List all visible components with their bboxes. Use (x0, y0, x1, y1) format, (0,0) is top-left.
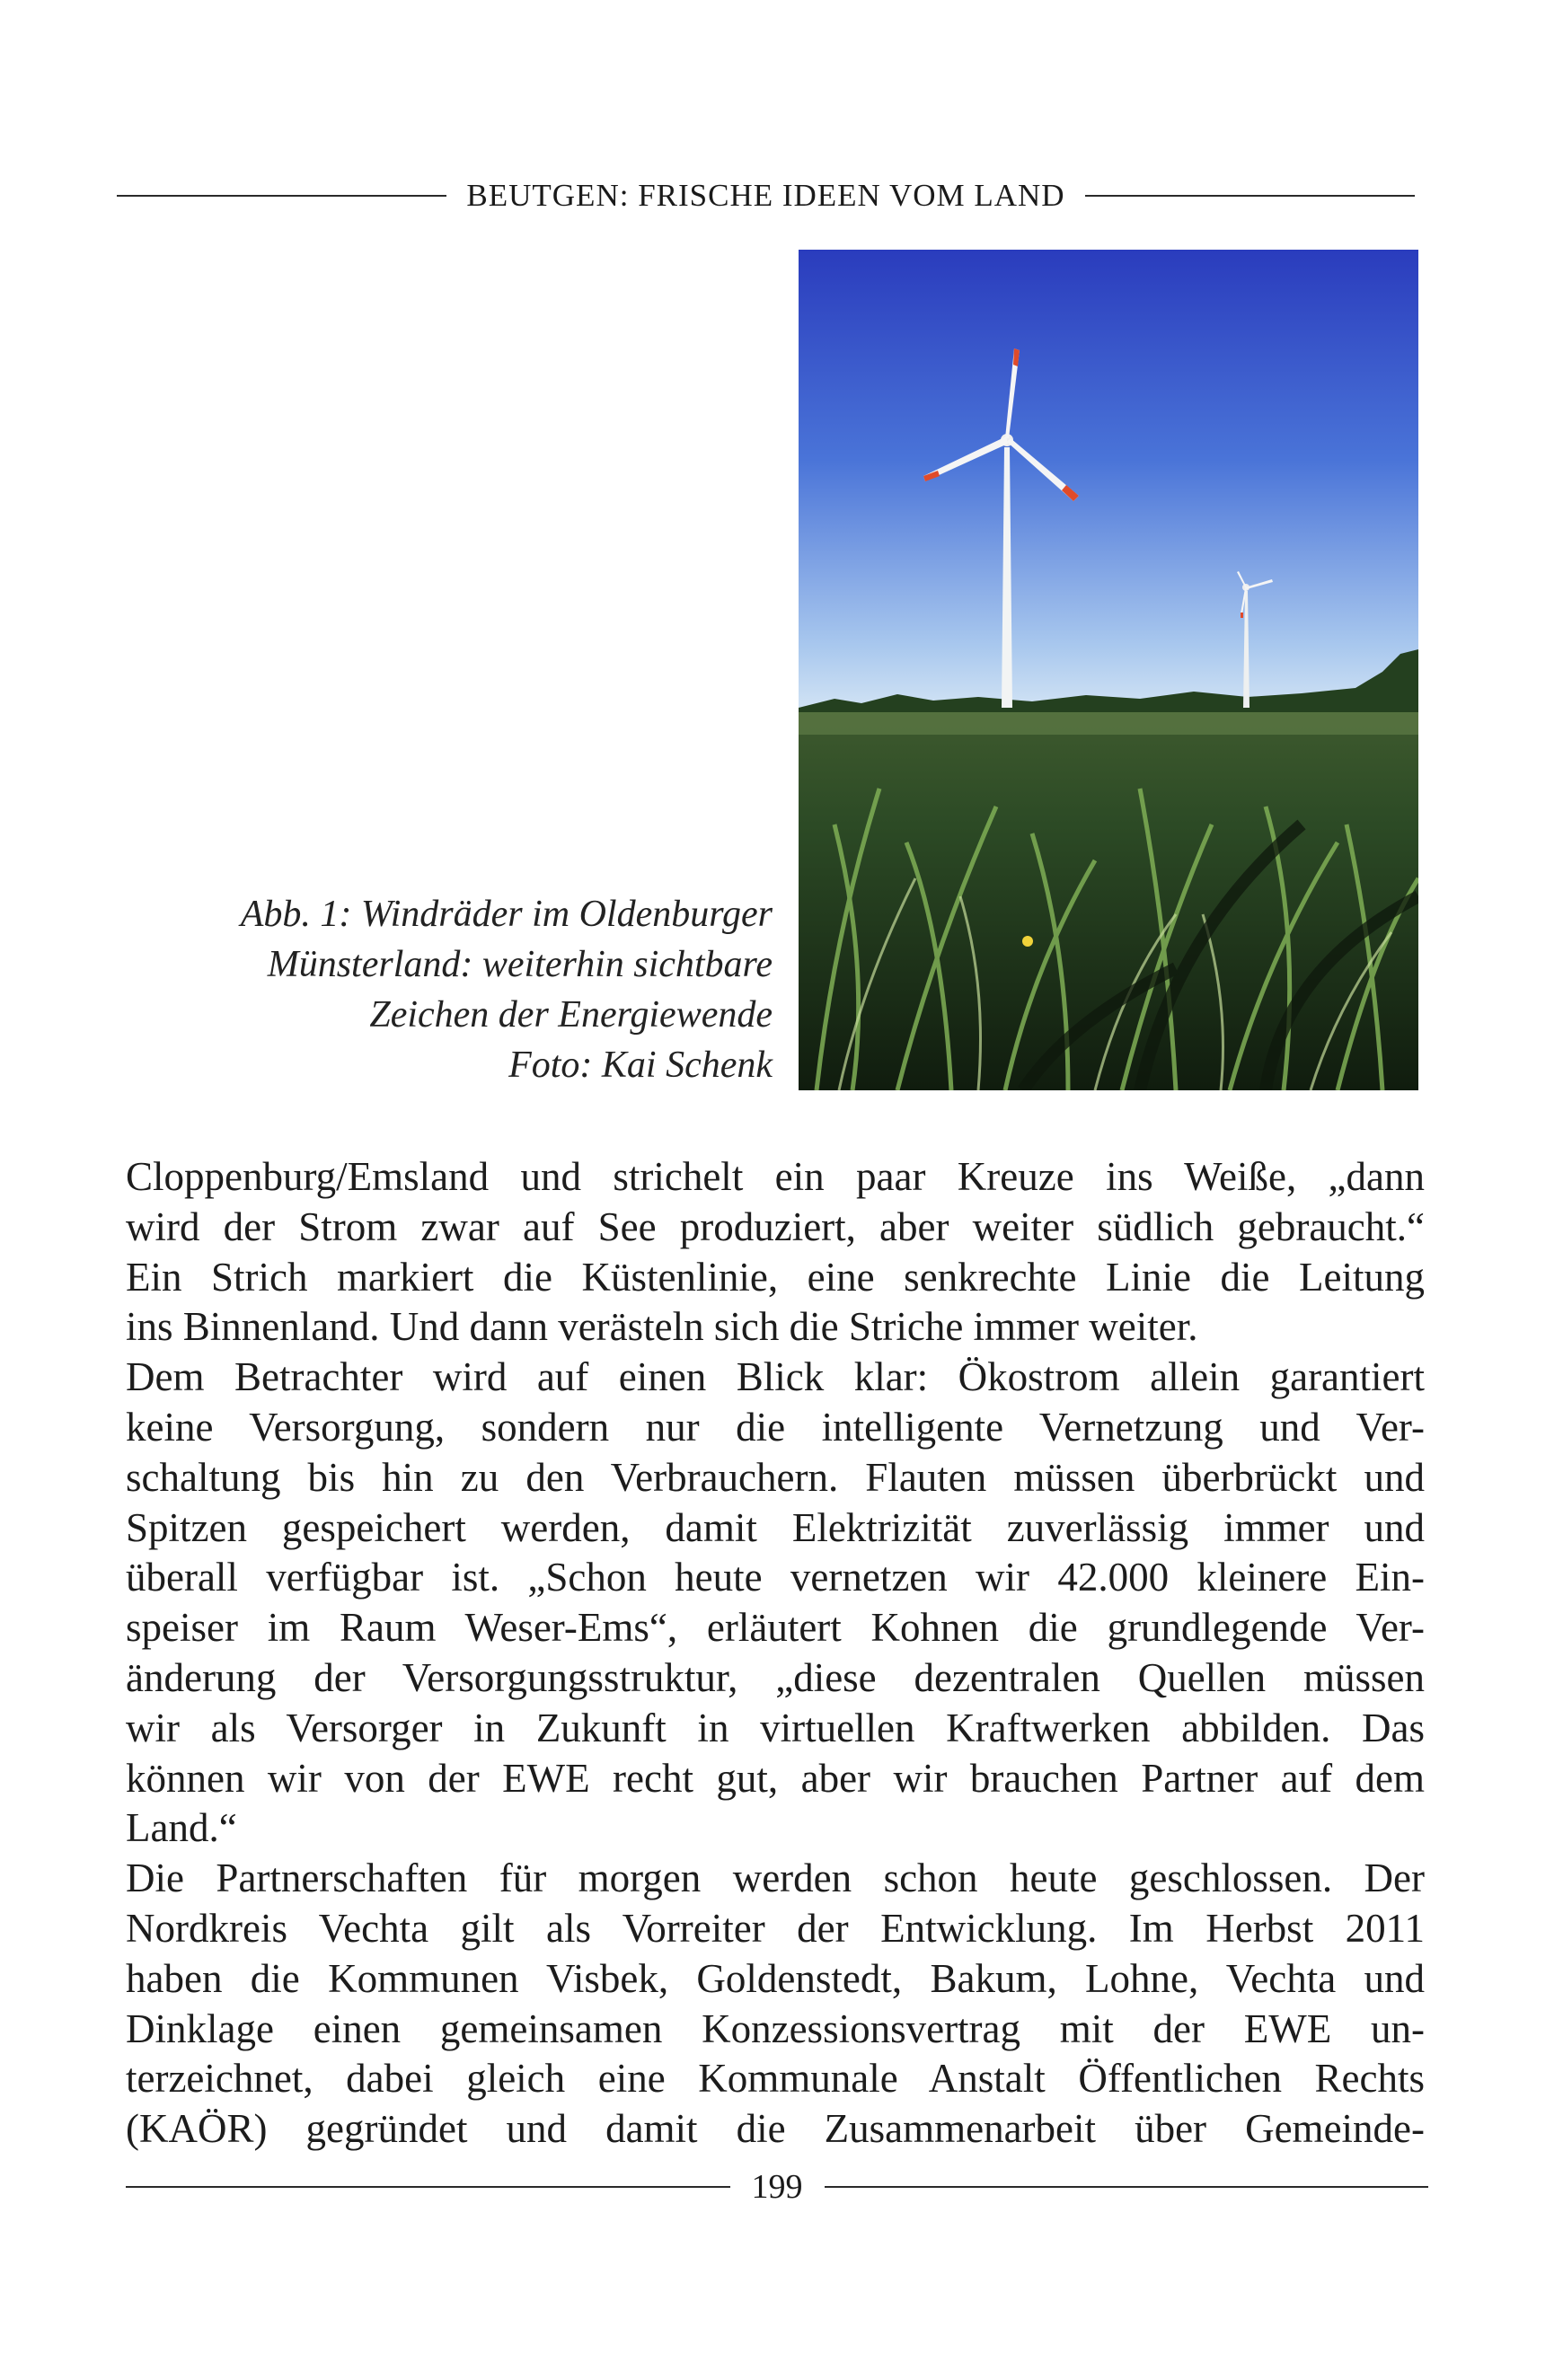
caption-line: Münsterland: weiterhin sichtbare (267, 944, 773, 985)
text-line: Spitzen gespeichert werden, damit Elektrizität zuverlässig immer und (126, 1504, 1425, 1550)
text-line: haben die Kommunen Visbek, Goldenstedt, Bakum, Lohne, Vechta und (126, 1955, 1425, 2001)
body-text (126, 1152, 1425, 2155)
text-line: (KAÖR) gegründet und damit die Zusammenarbeit über Gemeinde- (126, 2106, 1425, 2152)
yellow-flower (1022, 936, 1033, 947)
text-line: Land.“ (126, 1805, 237, 1851)
sky (799, 250, 1418, 717)
footer-rule-left (126, 2186, 730, 2188)
header-rule-left (117, 195, 446, 197)
header-rule-right (1085, 195, 1415, 197)
wind-turbine-photo (799, 250, 1418, 1090)
text-line: überall verfügbar ist. „Schon heute vernetzen wir 42.000 kleinere Ein- (126, 1555, 1425, 1600)
photo-credit: Foto: Kai Schenk (508, 1045, 773, 1086)
caption-line: Zeichen der Energiewende (369, 994, 773, 1036)
footer-rule-right (825, 2186, 1429, 2188)
running-header (117, 176, 1415, 216)
page-footer (126, 2164, 1428, 2209)
text-line: Die Partnerschaften für morgen werden schon heute geschlossen. Der (126, 1856, 1425, 1901)
text-line: Dem Betrachter wird auf einen Blick klar: Ökostrom allein garantiert (126, 1354, 1425, 1400)
wind-turbine-illustration (799, 250, 1418, 1090)
field (799, 712, 1418, 1090)
page-number: 199 (751, 2168, 803, 2206)
text-line: Nordkreis Vechta gilt als Vorreiter der Entwicklung. Im Herbst 2011 (126, 1905, 1425, 1951)
text-line: Cloppenburg/Emsland und strichelt ein paar Kreuze ins Weiße, „dann (126, 1154, 1425, 1199)
figure-caption (117, 889, 773, 1090)
text-line: speiser im Raum Weser-Ems“, erläutert Kohnen die grundlegende Ver- (126, 1605, 1425, 1651)
text-line: wir als Versorger in Zukunft in virtuellen Kraftwerken abbilden. Das (126, 1705, 1425, 1750)
text-line: Ein Strich markiert die Küstenlinie, eine senkrechte Linie die Leitung (126, 1254, 1425, 1300)
text-line: können wir von der EWE recht gut, aber wir brauchen Partner auf dem (126, 1755, 1425, 1801)
text-line: änderung der Versorgungsstruktur, „diese dezentralen Quellen müssen (126, 1654, 1425, 1700)
text-line: terzeichnet, dabei gleich eine Kommunale Anstalt Öffentlichen Rechts (126, 2056, 1425, 2102)
running-title: BEUTGEN: FRISCHE IDEEN VOM LAND (466, 178, 1065, 213)
text-line: ins Binnenland. Und dann verästeln sich die Striche immer weiter. (126, 1304, 1198, 1350)
text-line: keine Versorgung, sondern nur die intelligente Vernetzung und Ver- (126, 1404, 1425, 1450)
text-line: wird der Strom zwar auf See produziert, aber weiter südlich gebraucht.“ (126, 1203, 1425, 1249)
caption-line: Abb. 1: Windräder im Oldenburger (240, 894, 773, 935)
text-line: schaltung bis hin zu den Verbrauchern. Flauten müssen überbrückt und (126, 1454, 1425, 1500)
text-line: Dinklage einen gemeinsamen Konzessionsvertrag mit der EWE un- (126, 2005, 1425, 2051)
